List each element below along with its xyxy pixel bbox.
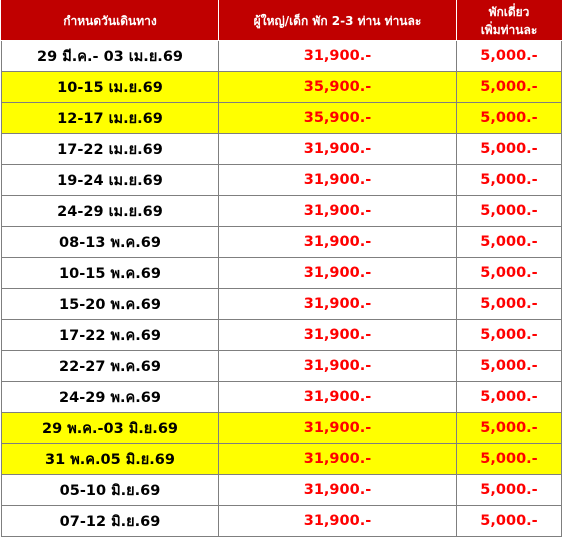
single-supplement-cell: 5,000.- xyxy=(457,289,562,320)
single-supplement-cell: 5,000.- xyxy=(457,351,562,382)
single-supplement-cell: 5,000.- xyxy=(457,103,562,134)
table-row xyxy=(2,196,562,227)
single-supplement-cell: 5,000.- xyxy=(457,165,562,196)
table-row xyxy=(2,258,562,289)
single-supplement-cell: 5,000.- xyxy=(457,134,562,165)
single-supplement-cell: 5,000.- xyxy=(457,72,562,103)
table-row xyxy=(2,134,562,165)
table-row xyxy=(2,320,562,351)
travel-date-cell: 24-29 พ.ค.69 xyxy=(2,382,219,413)
price-cell: 31,900.- xyxy=(219,258,457,289)
table-body xyxy=(2,41,562,537)
price-cell: 31,900.- xyxy=(219,227,457,258)
travel-date-cell: 15-20 พ.ค.69 xyxy=(2,289,219,320)
table-row xyxy=(2,382,562,413)
table-row xyxy=(2,227,562,258)
travel-date-cell: 07-12 มิ.ย.69 xyxy=(2,506,219,537)
travel-date-cell: 05-10 มิ.ย.69 xyxy=(2,475,219,506)
price-cell: 31,900.- xyxy=(219,165,457,196)
single-supplement-cell: 5,000.- xyxy=(457,475,562,506)
travel-date-cell: 10-15 พ.ค.69 xyxy=(2,258,219,289)
travel-date-cell: 31 พ.ค.05 มิ.ย.69 xyxy=(2,444,219,475)
single-supplement-cell: 5,000.- xyxy=(457,506,562,537)
price-cell: 31,900.- xyxy=(219,41,457,72)
table-row xyxy=(2,165,562,196)
table-row xyxy=(2,413,562,444)
price-cell: 35,900.- xyxy=(219,72,457,103)
travel-date-cell: 19-24 เม.ย.69 xyxy=(2,165,219,196)
price-cell: 31,900.- xyxy=(219,413,457,444)
table-header-row xyxy=(2,1,562,41)
price-cell: 31,900.- xyxy=(219,475,457,506)
price-table xyxy=(1,0,562,537)
header-single-line2: เพิ่มท่านละ xyxy=(480,22,538,37)
header-adult-child-price: ผู้ใหญ่/เด็ก พัก 2-3 ท่าน ท่านละ xyxy=(219,1,457,41)
table-row xyxy=(2,444,562,475)
single-supplement-cell: 5,000.- xyxy=(457,227,562,258)
travel-date-cell: 08-13 พ.ค.69 xyxy=(2,227,219,258)
travel-date-cell: 17-22 พ.ค.69 xyxy=(2,320,219,351)
price-cell: 31,900.- xyxy=(219,351,457,382)
table-row xyxy=(2,103,562,134)
table-row xyxy=(2,475,562,506)
table-row xyxy=(2,72,562,103)
price-cell: 31,900.- xyxy=(219,320,457,351)
single-supplement-cell: 5,000.- xyxy=(457,413,562,444)
price-cell: 31,900.- xyxy=(219,444,457,475)
price-cell: 31,900.- xyxy=(219,382,457,413)
single-supplement-cell: 5,000.- xyxy=(457,444,562,475)
price-cell: 35,900.- xyxy=(219,103,457,134)
price-cell: 31,900.- xyxy=(219,196,457,227)
travel-date-cell: 12-17 เม.ย.69 xyxy=(2,103,219,134)
travel-date-cell: 10-15 เม.ย.69 xyxy=(2,72,219,103)
table-row xyxy=(2,41,562,72)
table-row xyxy=(2,506,562,537)
single-supplement-cell: 5,000.- xyxy=(457,41,562,72)
travel-date-cell: 17-22 เม.ย.69 xyxy=(2,134,219,165)
table-row xyxy=(2,351,562,382)
price-cell: 31,900.- xyxy=(219,289,457,320)
single-supplement-cell: 5,000.- xyxy=(457,196,562,227)
travel-date-cell: 24-29 เม.ย.69 xyxy=(2,196,219,227)
travel-date-cell: 22-27 พ.ค.69 xyxy=(2,351,219,382)
header-single-supplement xyxy=(457,1,562,41)
travel-date-cell: 29 พ.ค.-03 มิ.ย.69 xyxy=(2,413,219,444)
single-supplement-cell: 5,000.- xyxy=(457,382,562,413)
single-supplement-cell: 5,000.- xyxy=(457,258,562,289)
header-single-line1: พักเดี่ยว xyxy=(488,4,530,19)
price-cell: 31,900.- xyxy=(219,134,457,165)
travel-date-cell: 29 มี.ค.- 03 เม.ย.69 xyxy=(2,41,219,72)
single-supplement-cell: 5,000.- xyxy=(457,320,562,351)
price-cell: 31,900.- xyxy=(219,506,457,537)
header-travel-date: กำหนดวันเดินทาง xyxy=(2,1,219,41)
table-row xyxy=(2,289,562,320)
